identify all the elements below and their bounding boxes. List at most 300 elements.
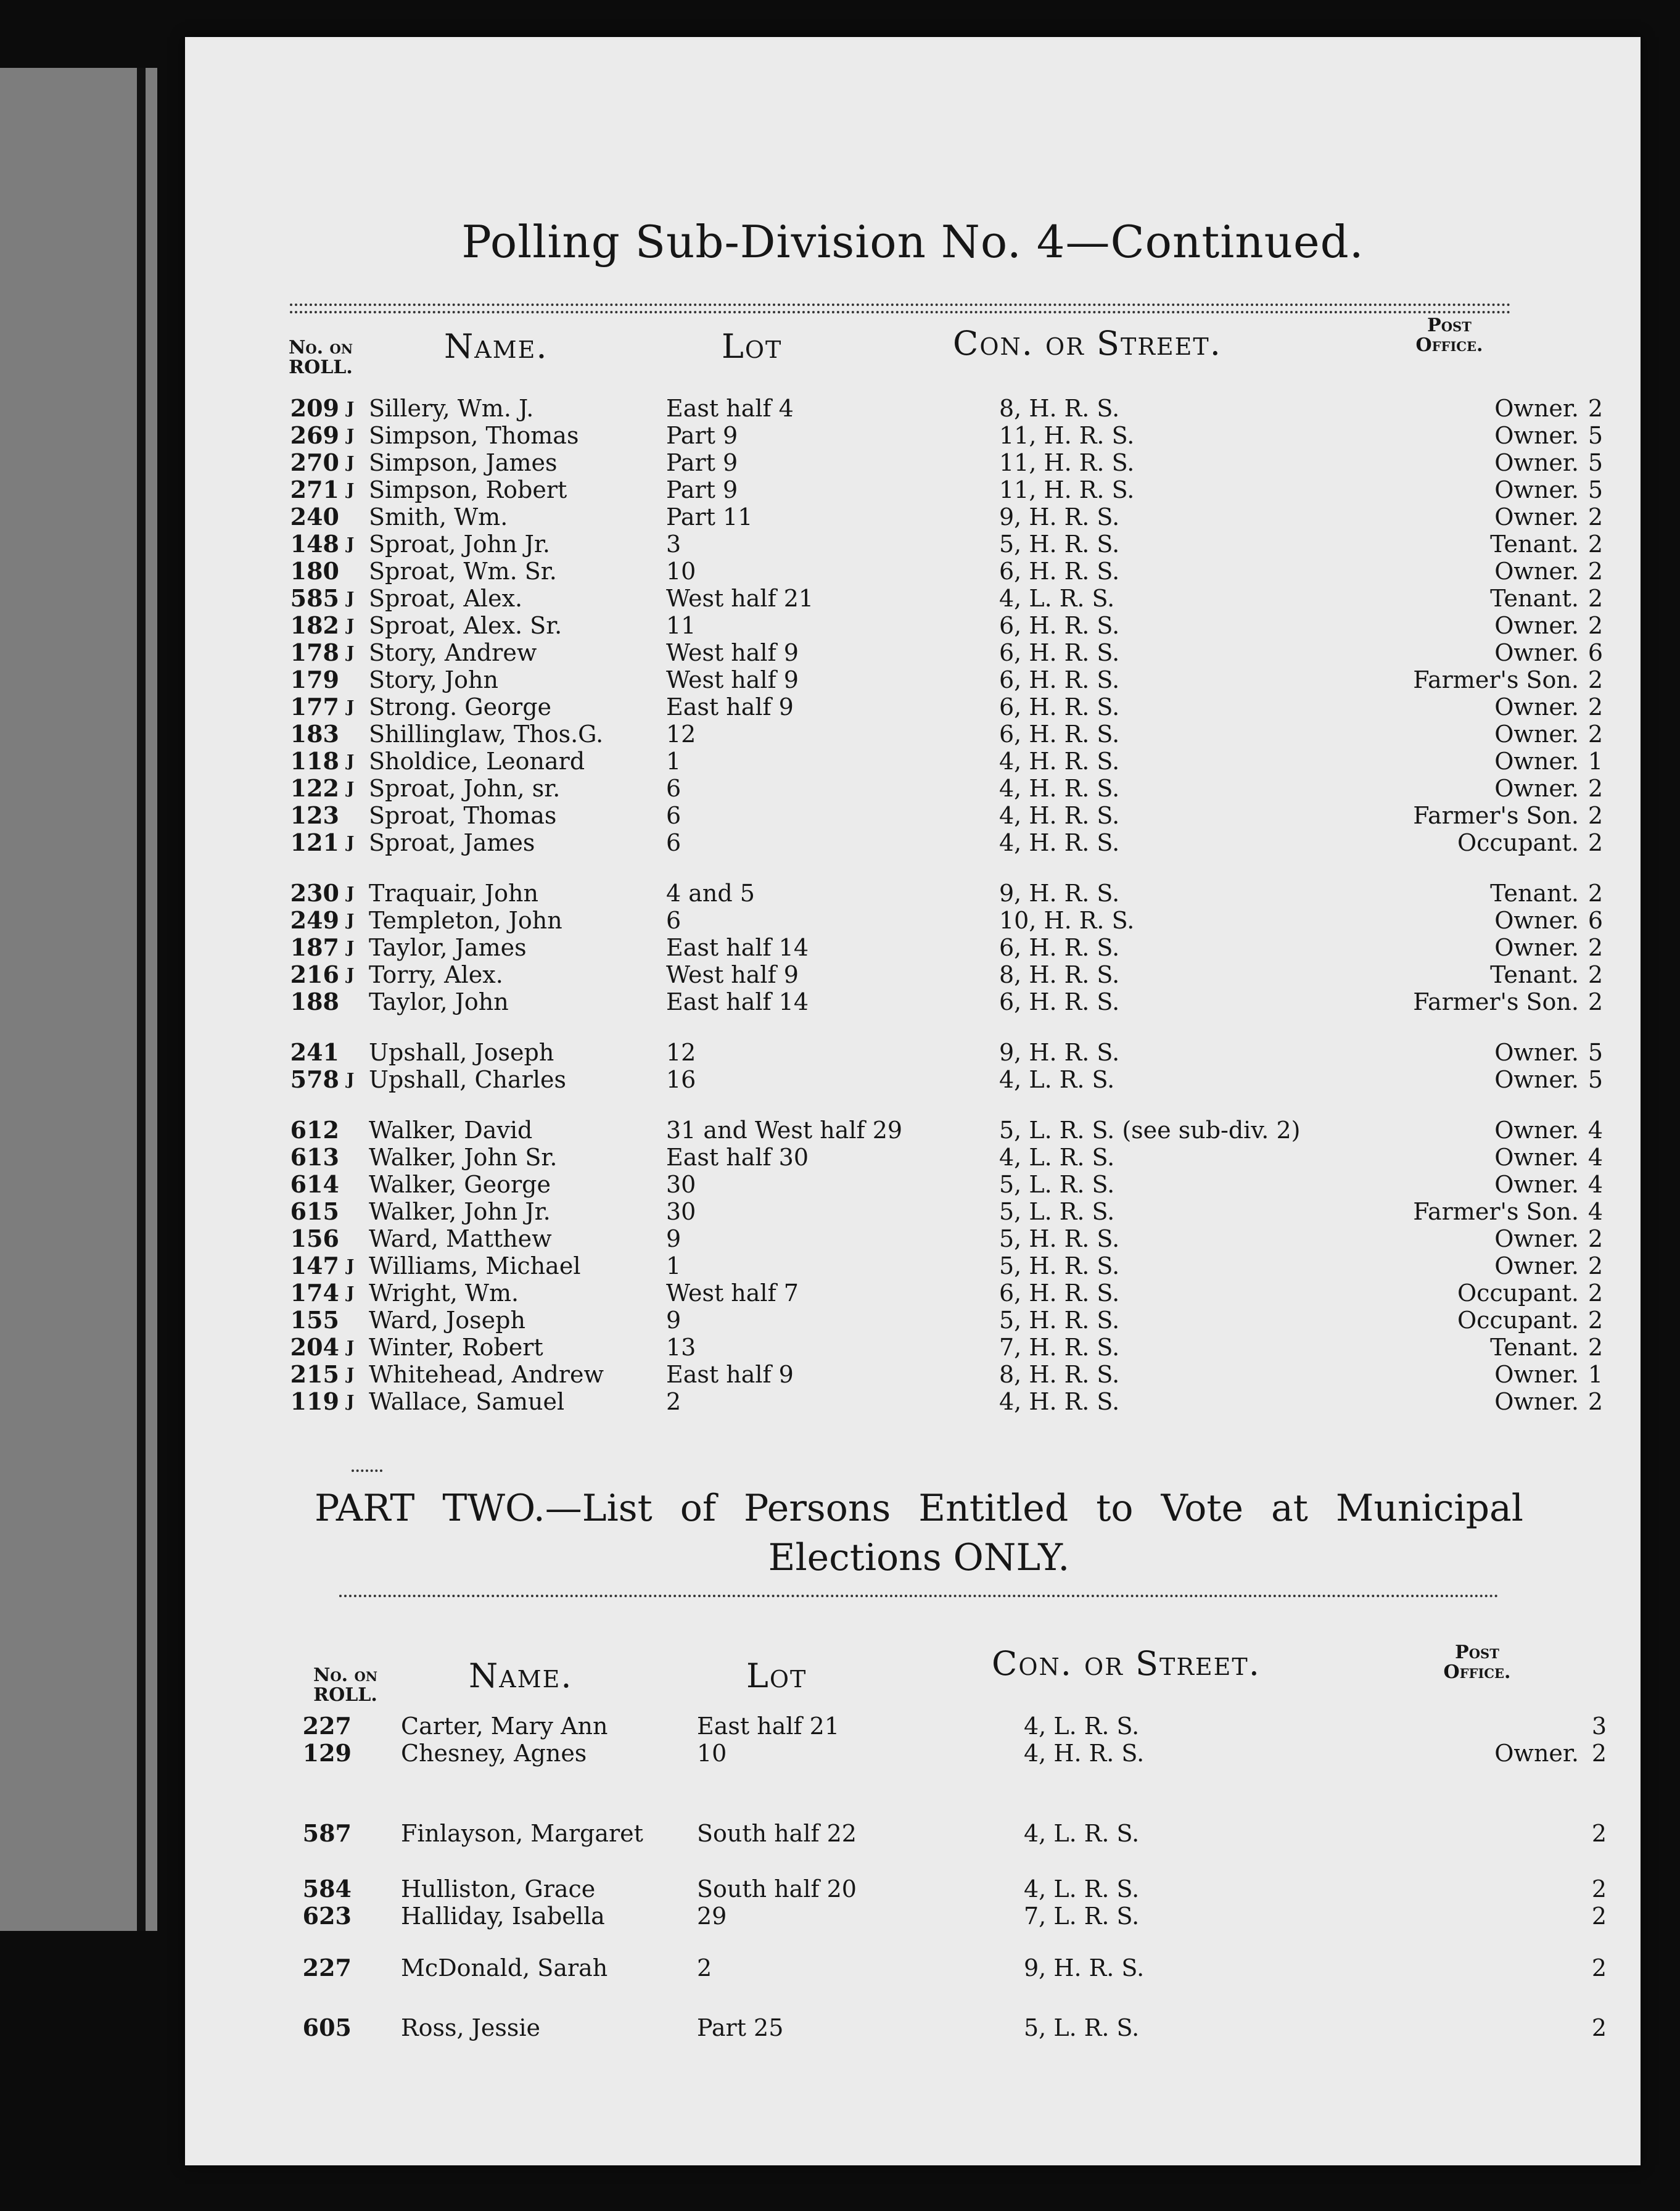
juror-mark: J <box>347 938 355 957</box>
roll-number: 174 <box>290 1279 339 1307</box>
concession-or-street: 4, H. R. S. <box>999 802 1120 829</box>
voter-name: Upshall, Charles <box>369 1066 566 1093</box>
roll-number: 178 <box>290 639 339 666</box>
post-office: 2 <box>1587 612 1604 639</box>
table-row <box>185 1144 1641 1171</box>
post-office: 2 <box>1587 1225 1604 1252</box>
status: Owner. <box>1494 1039 1579 1066</box>
table-row <box>185 748 1641 775</box>
table-row <box>185 1875 1641 1903</box>
concession-or-street: 6, H. R. S. <box>999 988 1120 1015</box>
concession-or-street: 5, L. R. S. <box>999 1171 1115 1198</box>
status: Tenant. <box>1490 880 1579 907</box>
post-office: 5 <box>1587 1039 1604 1066</box>
voter-name: Sproat, Thomas <box>369 802 557 829</box>
table-row <box>185 693 1641 721</box>
roll-number: 270 <box>290 448 339 476</box>
juror-mark: J <box>347 399 355 418</box>
concession-or-street: 4, H. R. S. <box>999 748 1120 775</box>
post-office: 2 <box>1591 1875 1607 1903</box>
post-office: 2 <box>1591 1740 1607 1767</box>
post-office: 2 <box>1587 693 1604 721</box>
lot: Part 11 <box>666 503 753 531</box>
roll-number: 227 <box>302 1712 352 1740</box>
status: Owner. <box>1494 775 1579 802</box>
part2-header-con-or-street: Con. or Street. <box>992 1644 1261 1683</box>
juror-mark: J <box>347 481 355 499</box>
lot: South half 20 <box>697 1875 857 1903</box>
voter-name: Williams, Michael <box>369 1252 581 1279</box>
lot: 30 <box>666 1198 696 1225</box>
post-office: 6 <box>1587 907 1604 934</box>
status: Farmer's Son. <box>1413 666 1579 693</box>
table-row <box>185 449 1641 476</box>
post-office: 2 <box>1587 531 1604 558</box>
voter-name: Carter, Mary Ann <box>401 1713 608 1740</box>
post-office: 2 <box>1587 1334 1604 1361</box>
table-row <box>185 1713 1641 1740</box>
concession-or-street: 5, H. R. S. <box>999 531 1120 558</box>
voter-name: Traquair, John <box>369 880 538 907</box>
roll-number: 269 <box>290 421 339 449</box>
concession-or-street: 11, H. R. S. <box>999 476 1135 503</box>
lot: 16 <box>666 1066 696 1093</box>
table-row <box>185 1225 1641 1252</box>
post-office: 2 <box>1587 775 1604 802</box>
voter-name: Whitehead, Andrew <box>369 1361 604 1388</box>
status: Owner. <box>1494 1225 1579 1252</box>
concession-or-street: 4, H. R. S. <box>999 1388 1120 1415</box>
roll-number: 623 <box>302 1902 352 1930</box>
table-row <box>185 666 1641 693</box>
voter-name: Ward, Joseph <box>369 1307 525 1334</box>
juror-mark: J <box>347 752 355 771</box>
roll-number: 612 <box>290 1116 339 1144</box>
voter-name: Sproat, Alex. Sr. <box>369 612 562 639</box>
lot: 12 <box>666 1039 696 1066</box>
lot: 2 <box>697 1954 712 1982</box>
concession-or-street: 4, L. R. S. <box>1024 1820 1140 1847</box>
voter-name: Strong. George <box>369 693 552 721</box>
concession-or-street: 7, H. R. S. <box>999 1334 1120 1361</box>
status: Owner. <box>1494 907 1579 934</box>
lot: 29 <box>697 1903 727 1930</box>
voter-name: Upshall, Joseph <box>369 1039 554 1066</box>
table-row <box>185 829 1641 856</box>
table-row <box>185 1198 1641 1225</box>
lot: East half 9 <box>666 1361 794 1388</box>
concession-or-street: 8, H. R. S. <box>999 395 1120 422</box>
lot: Part 9 <box>666 449 738 476</box>
lot: West half 21 <box>666 585 814 612</box>
status: Occupant. <box>1457 1279 1579 1307</box>
post-office: 1 <box>1587 1361 1604 1388</box>
lot: Part 25 <box>697 2014 784 2041</box>
concession-or-street: 6, H. R. S. <box>999 693 1120 721</box>
lot: 11 <box>666 612 696 639</box>
table-row <box>185 1820 1641 1847</box>
status: Owner. <box>1494 639 1579 666</box>
lot: West half 9 <box>666 639 799 666</box>
roll-number: 119 <box>290 1387 339 1415</box>
table-row <box>185 802 1641 829</box>
voter-name: Torry, Alex. <box>369 961 503 988</box>
voter-name: Finlayson, Margaret <box>401 1820 643 1847</box>
lot: 30 <box>666 1171 696 1198</box>
voter-name: Sholdice, Leonard <box>369 748 585 775</box>
status: Owner. <box>1494 422 1579 449</box>
post-office: 4 <box>1587 1171 1604 1198</box>
concession-or-street: 6, H. R. S. <box>999 1279 1120 1307</box>
concession-or-street: 10, H. R. S. <box>999 907 1135 934</box>
status: Tenant. <box>1490 585 1579 612</box>
table-row <box>185 961 1641 988</box>
lot: 9 <box>666 1307 681 1334</box>
roll-number: 155 <box>290 1306 339 1334</box>
table-row <box>185 775 1641 802</box>
table-row <box>185 639 1641 666</box>
voter-name: Sproat, Alex. <box>369 585 523 612</box>
concession-or-street: 11, H. R. S. <box>999 449 1135 476</box>
juror-mark: J <box>347 698 355 716</box>
binding-rule <box>137 68 146 1931</box>
post-office: 4 <box>1587 1144 1604 1171</box>
post-office: 2 <box>1587 666 1604 693</box>
concession-or-street: 5, L. R. S. <box>1024 2014 1140 2041</box>
part2-header-post-office: Post Office. <box>1443 1642 1511 1683</box>
post-office: 5 <box>1587 422 1604 449</box>
roll-number: 122 <box>290 774 339 802</box>
table-row <box>185 988 1641 1015</box>
lot: 13 <box>666 1334 696 1361</box>
juror-mark: J <box>347 1257 355 1275</box>
roll-number: 587 <box>302 1819 352 1847</box>
roll-number: 177 <box>290 693 339 721</box>
post-office: 2 <box>1587 829 1604 856</box>
table-row <box>185 721 1641 748</box>
roll-number: 156 <box>290 1225 339 1252</box>
table-row <box>185 1066 1641 1093</box>
juror-mark: J <box>347 589 355 608</box>
juror-mark: J <box>347 884 355 903</box>
juror-mark: J <box>347 453 355 472</box>
voter-name: Simpson, Thomas <box>369 422 579 449</box>
status: Owner. <box>1494 558 1579 585</box>
status: Owner. <box>1494 1361 1579 1388</box>
roll-number: 180 <box>290 557 339 585</box>
table-row <box>185 1954 1641 1982</box>
post-office: 5 <box>1587 476 1604 503</box>
status: Owner. <box>1494 449 1579 476</box>
post-office: 2 <box>1587 1388 1604 1415</box>
status: Owner. <box>1494 721 1579 748</box>
concession-or-street: 4, L. R. S. <box>999 1066 1115 1093</box>
table-row <box>185 880 1641 907</box>
adjacent-page-strip <box>0 68 157 1931</box>
roll-number: 249 <box>290 906 339 934</box>
concession-or-street: 6, H. R. S. <box>999 558 1120 585</box>
post-office: 2 <box>1591 1820 1607 1847</box>
lot: 2 <box>666 1388 681 1415</box>
lot: 9 <box>666 1225 681 1252</box>
status: Owner. <box>1494 1740 1579 1767</box>
lot: 6 <box>666 829 681 856</box>
lot: 4 and 5 <box>666 880 755 907</box>
voter-name: Walker, John Sr. <box>369 1144 558 1171</box>
table-row <box>185 558 1641 585</box>
concession-or-street: 6, H. R. S. <box>999 639 1120 666</box>
roll-number: 216 <box>290 961 339 988</box>
status: Owner. <box>1494 1171 1579 1198</box>
juror-mark: J <box>347 911 355 930</box>
roll-number: 147 <box>290 1252 339 1279</box>
voter-name: Smith, Wm. <box>369 503 508 531</box>
roll-number: 227 <box>302 1954 352 1982</box>
post-office: 2 <box>1587 721 1604 748</box>
lot: South half 22 <box>697 1820 857 1847</box>
lot: Part 9 <box>666 422 738 449</box>
status: Farmer's Son. <box>1413 988 1579 1015</box>
juror-mark: J <box>347 965 355 984</box>
roll-number: 209 <box>290 394 339 422</box>
concession-or-street: 9, H. R. S. <box>999 880 1120 907</box>
post-office: 2 <box>1587 395 1604 422</box>
status: Owner. <box>1494 612 1579 639</box>
status: Owner. <box>1494 1066 1579 1093</box>
status: Owner. <box>1494 693 1579 721</box>
table-row <box>185 1740 1641 1767</box>
table-row <box>185 1252 1641 1279</box>
concession-or-street: 4, L. R. S. <box>1024 1713 1140 1740</box>
roll-number: 584 <box>302 1875 352 1903</box>
roll-number: 183 <box>290 720 339 748</box>
concession-or-street: 8, H. R. S. <box>999 1361 1120 1388</box>
roll-number: 578 <box>290 1065 339 1093</box>
part2-header-lot: Lot <box>746 1656 807 1695</box>
status: Farmer's Son. <box>1413 1198 1579 1225</box>
roll-number: 187 <box>290 933 339 961</box>
post-office: 2 <box>1587 503 1604 531</box>
post-office: 2 <box>1587 1252 1604 1279</box>
lot: West half 7 <box>666 1279 799 1307</box>
roll-number: 613 <box>290 1143 339 1171</box>
table-row <box>185 531 1641 558</box>
status: Owner. <box>1494 476 1579 503</box>
table-row <box>185 1334 1641 1361</box>
concession-or-street: 9, H. R. S. <box>999 503 1120 531</box>
post-office: 6 <box>1587 639 1604 666</box>
header-lot: Lot <box>722 327 783 366</box>
roll-number: 118 <box>290 747 339 775</box>
table-row <box>185 1117 1641 1144</box>
status: Owner. <box>1494 503 1579 531</box>
table-row <box>185 612 1641 639</box>
post-office: 2 <box>1591 1903 1607 1930</box>
short-divider <box>352 1469 382 1472</box>
voter-name: Taylor, John <box>369 988 509 1015</box>
voter-name: Story, John <box>369 666 498 693</box>
page-title: Polling Sub-Division No. 4—Continued. <box>461 216 1364 268</box>
part2-header-name: Name. <box>469 1656 573 1695</box>
roll-number: 240 <box>290 503 339 531</box>
roll-number: 182 <box>290 611 339 639</box>
lot: East half 21 <box>697 1713 840 1740</box>
status: Farmer's Son. <box>1413 802 1579 829</box>
post-office: 2 <box>1587 988 1604 1015</box>
lot: 1 <box>666 1252 681 1279</box>
lot: West half 9 <box>666 666 799 693</box>
post-office: 2 <box>1587 934 1604 961</box>
table-row <box>185 1388 1641 1415</box>
roll-number: 585 <box>290 584 339 612</box>
part2-header-no-on-roll: No. on ROLL. <box>313 1664 378 1706</box>
lot: East half 14 <box>666 934 809 961</box>
status: Owner. <box>1494 748 1579 775</box>
post-office: 2 <box>1591 1954 1607 1982</box>
table-row <box>185 1361 1641 1388</box>
roll-number: 188 <box>290 988 339 1015</box>
status: Tenant. <box>1490 961 1579 988</box>
status: Tenant. <box>1490 1334 1579 1361</box>
juror-mark: J <box>347 833 355 852</box>
status: Occupant. <box>1457 1307 1579 1334</box>
voter-name: Sproat, Wm. Sr. <box>369 558 557 585</box>
roll-number: 204 <box>290 1333 339 1361</box>
juror-mark: J <box>347 1392 355 1411</box>
post-office: 2 <box>1587 802 1604 829</box>
concession-or-street: 6, H. R. S. <box>999 666 1120 693</box>
lot: East half 4 <box>666 395 794 422</box>
document-page <box>185 37 1641 2165</box>
juror-mark: J <box>347 1338 355 1357</box>
roll-number: 271 <box>290 476 339 503</box>
voter-name: Walker, George <box>369 1171 551 1198</box>
roll-number: 129 <box>302 1739 352 1767</box>
title-divider <box>290 304 1511 313</box>
voter-name: Walker, David <box>369 1117 533 1144</box>
status: Owner. <box>1494 1252 1579 1279</box>
voter-name: Sproat, John Jr. <box>369 531 550 558</box>
table-row <box>185 476 1641 503</box>
voter-name: McDonald, Sarah <box>401 1954 608 1982</box>
roll-number: 179 <box>290 666 339 693</box>
status: Tenant. <box>1490 531 1579 558</box>
juror-mark: J <box>347 779 355 798</box>
voter-name: Walker, John Jr. <box>369 1198 551 1225</box>
roll-number: 121 <box>290 829 339 856</box>
concession-or-street: 7, L. R. S. <box>1024 1903 1140 1930</box>
concession-or-street: 5, H. R. S. <box>999 1225 1120 1252</box>
post-office: 2 <box>1587 1279 1604 1307</box>
concession-or-street: 8, H. R. S. <box>999 961 1120 988</box>
header-con-or-street: Con. or Street. <box>953 324 1222 363</box>
lot: 10 <box>697 1740 727 1767</box>
roll-number: 241 <box>290 1038 339 1066</box>
table-row <box>185 907 1641 934</box>
voter-name: Sproat, John, sr. <box>369 775 561 802</box>
concession-or-street: 5, H. R. S. <box>999 1252 1120 1279</box>
post-office: 2 <box>1587 585 1604 612</box>
table-row <box>185 1039 1641 1066</box>
juror-mark: J <box>347 1365 355 1384</box>
post-office: 2 <box>1587 880 1604 907</box>
concession-or-street: 6, H. R. S. <box>999 934 1120 961</box>
voter-name: Simpson, Robert <box>369 476 567 503</box>
post-office: 2 <box>1587 961 1604 988</box>
juror-mark: J <box>347 1070 355 1089</box>
roll-number: 123 <box>290 801 339 829</box>
voter-name: Winter, Robert <box>369 1334 543 1361</box>
lot: 12 <box>666 721 696 748</box>
voter-name: Ward, Matthew <box>369 1225 552 1252</box>
lot: 31 and West half 29 <box>666 1117 903 1144</box>
juror-mark: J <box>347 616 355 635</box>
voter-name: Taylor, James <box>369 934 527 961</box>
table-row <box>185 934 1641 961</box>
concession-or-street: 5, L. R. S. <box>999 1198 1115 1225</box>
part2-title: PART TWO.—List of Persons Entitled to Vote at Municipal Elections ONLY. <box>315 1487 1523 1579</box>
lot: West half 9 <box>666 961 799 988</box>
table-row <box>185 585 1641 612</box>
part2-divider <box>339 1595 1499 1597</box>
juror-mark: J <box>347 643 355 662</box>
voter-name: Simpson, James <box>369 449 558 476</box>
table-row <box>185 1307 1641 1334</box>
lot: 6 <box>666 775 681 802</box>
header-name: Name. <box>444 327 548 366</box>
status: Occupant. <box>1457 829 1579 856</box>
voter-name: Story, Andrew <box>369 639 537 666</box>
roll-number: 605 <box>302 2014 352 2041</box>
post-office: 4 <box>1587 1117 1604 1144</box>
concession-or-street: 4, H. R. S. <box>999 775 1120 802</box>
concession-or-street: 4, H. R. S. <box>999 829 1120 856</box>
concession-or-street: 4, L. R. S. <box>1024 1875 1140 1903</box>
roll-number: 615 <box>290 1197 339 1225</box>
lot: 1 <box>666 748 681 775</box>
voter-name: Chesney, Agnes <box>401 1740 587 1767</box>
table-row <box>185 395 1641 422</box>
status: Owner. <box>1494 1144 1579 1171</box>
concession-or-street: 9, H. R. S. <box>1024 1954 1145 1982</box>
concession-or-street: 11, H. R. S. <box>999 422 1135 449</box>
status: Owner. <box>1494 1388 1579 1415</box>
table-row <box>185 1171 1641 1198</box>
status: Owner. <box>1494 934 1579 961</box>
voter-name: Templeton, John <box>369 907 562 934</box>
post-office: 5 <box>1587 449 1604 476</box>
post-office: 4 <box>1587 1198 1604 1225</box>
juror-mark: J <box>347 426 355 445</box>
voter-name: Shillinglaw, Thos.G. <box>369 721 604 748</box>
roll-number: 148 <box>290 530 339 558</box>
juror-mark: J <box>347 535 355 553</box>
voter-name: Wallace, Samuel <box>369 1388 565 1415</box>
voter-name: Hulliston, Grace <box>401 1875 596 1903</box>
roll-number: 230 <box>290 879 339 907</box>
lot: East half 30 <box>666 1144 809 1171</box>
table-row <box>185 1279 1641 1307</box>
post-office: 5 <box>1587 1066 1604 1093</box>
post-office: 2 <box>1587 558 1604 585</box>
concession-or-street: 4, H. R. S. <box>1024 1740 1145 1767</box>
roll-number: 215 <box>290 1360 339 1388</box>
status: Owner. <box>1494 395 1579 422</box>
lot: 6 <box>666 907 681 934</box>
voter-name: Wright, Wm. <box>369 1279 519 1307</box>
concession-or-street: 4, L. R. S. <box>999 585 1115 612</box>
concession-or-street: 9, H. R. S. <box>999 1039 1120 1066</box>
